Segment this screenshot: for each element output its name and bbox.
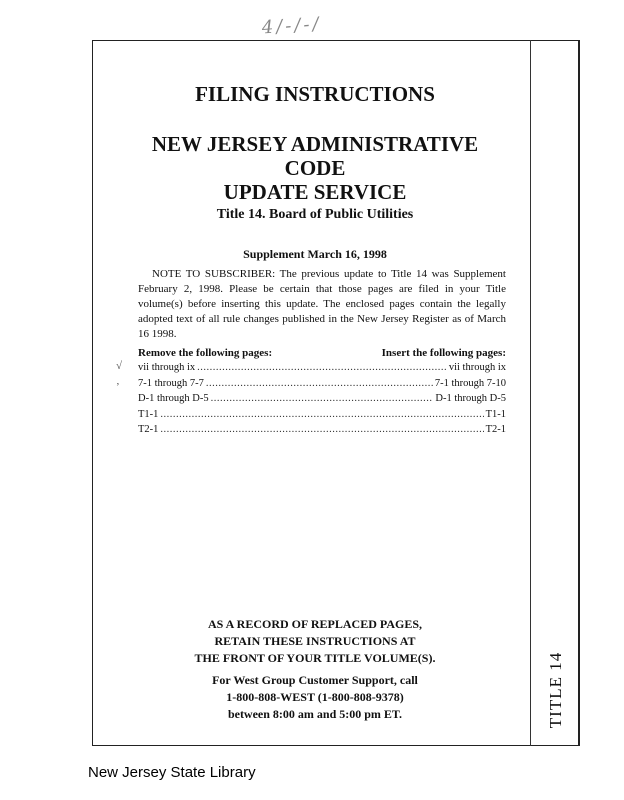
record-line1: AS A RECORD OF REPLACED PAGES,	[207, 617, 423, 631]
leader-dots	[160, 422, 483, 438]
tab-edge-line	[578, 40, 580, 746]
support-hours: between 8:00 am and 5:00 pm ET.	[227, 707, 403, 721]
support-line1: For West Group Customer Support, call	[212, 673, 418, 687]
insert-pages: D-1 through D-5	[435, 393, 506, 404]
support-phone: 1-800-808-WEST (1-800-808-9378)	[226, 690, 404, 704]
record-instructions	[120, 616, 510, 667]
title-tab	[536, 640, 576, 740]
remove-header: Remove the following pages:	[138, 347, 273, 359]
library-footer: New Jersey State Library	[88, 764, 256, 781]
insert-header: Insert the following pages:	[381, 347, 506, 359]
check-mark-icon: ‚	[116, 375, 120, 387]
record-line3: THE FRONT OF YOUR TITLE VOLUME(S).	[194, 651, 436, 665]
insert-pages: vii through ix	[448, 362, 506, 373]
leader-dots	[211, 391, 434, 407]
table-row	[138, 422, 506, 438]
tab-divider-line	[530, 40, 531, 746]
insert-pages: T1-1	[485, 408, 506, 420]
leader-dots	[206, 376, 433, 392]
code-heading-line2: UPDATE SERVICE	[223, 180, 407, 204]
remove-pages: T2-1	[138, 424, 159, 435]
insert-pages: 7-1 through 7-10	[434, 377, 506, 389]
page-title: FILING INSTRUCTIONS	[195, 82, 435, 106]
insert-pages: T2-1	[485, 424, 506, 435]
title-line: Title 14. Board of Public Utilities	[216, 207, 414, 222]
remove-pages: D-1 through D-5	[138, 393, 209, 404]
table-header	[138, 347, 506, 359]
remove-pages: 7-1 through 7-7	[138, 377, 204, 389]
check-mark-icon: √	[116, 360, 123, 372]
table-row	[138, 407, 506, 423]
table-row	[138, 391, 506, 407]
page-list	[138, 360, 506, 438]
subscriber-note: NOTE TO SUBSCRIBER: The previous update to Title 14 was Supplement February 2, 1998. Please be certain that those pages are filed in your Title volume(s) before inserting this update. The enclosed pages contain the legally adopted text of all rule changes published in the New Jersey Register as of March 16 1998.	[138, 268, 506, 340]
code-heading	[120, 132, 510, 204]
record-line2: RETAIN THESE INSTRUCTIONS AT	[214, 634, 416, 648]
leader-dots	[160, 407, 483, 423]
title-tab-label: TITLE 14	[546, 651, 566, 729]
table-row	[138, 376, 506, 392]
table-row	[138, 360, 506, 376]
supplement-date: Supplement March 16, 1998	[243, 247, 387, 261]
handwritten-mark: 4/-/-/	[261, 13, 323, 39]
remove-pages: T1-1	[138, 408, 159, 420]
customer-support	[120, 672, 510, 723]
code-heading-line1: NEW JERSEY ADMINISTRATIVE CODE	[151, 132, 479, 180]
leader-dots	[197, 360, 447, 376]
remove-pages: vii through ix	[138, 362, 196, 373]
